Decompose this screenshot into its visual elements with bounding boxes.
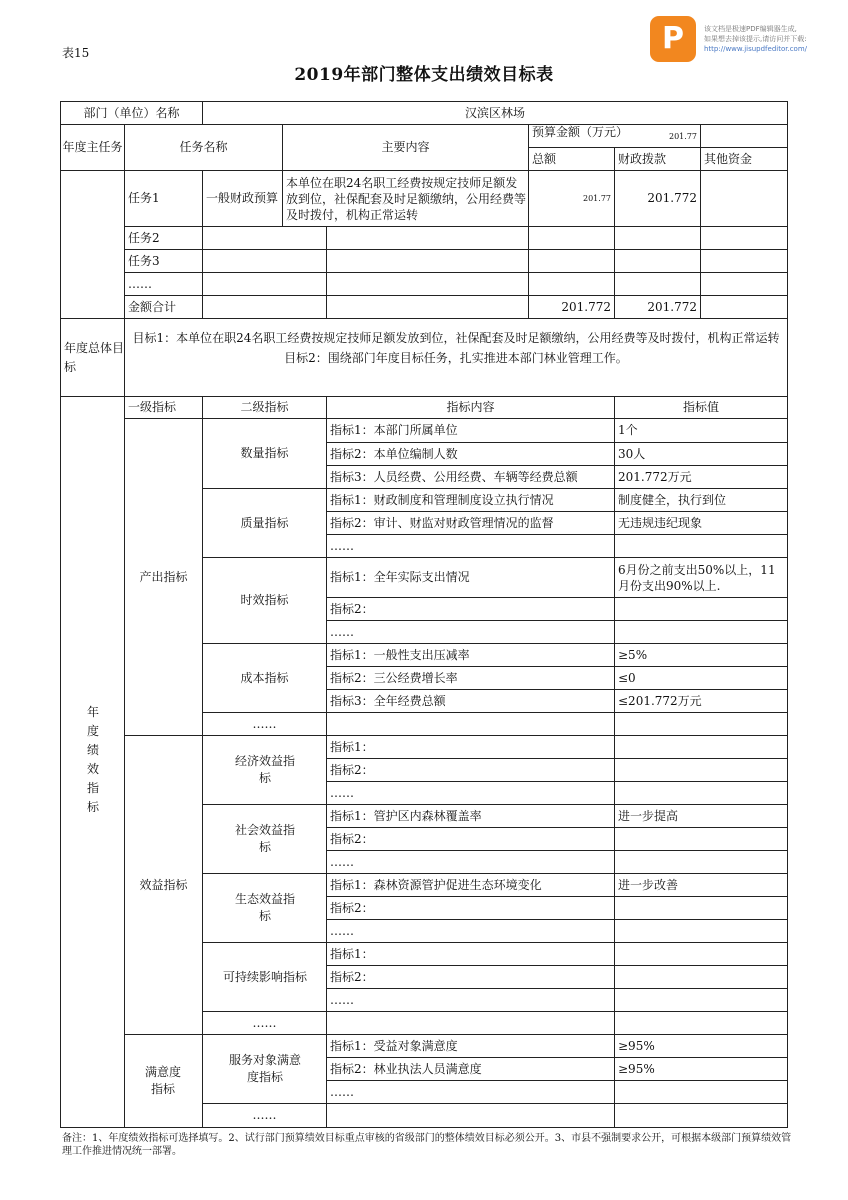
watermark-line-1: 该文档是极速PDF编辑器生成,: [704, 25, 797, 33]
goal-2-text: 目标2：围绕部门年度目标任务，扎实推进本部门林业管理工作。: [284, 350, 628, 365]
satisfaction-level2-ellipsis: ……: [252, 1108, 277, 1122]
social-item-2: 指标2：: [330, 831, 374, 846]
timeliness-indicator: 时效指标: [240, 593, 289, 607]
cost-item-1: 指标1：一般性支出压减率: [330, 647, 470, 662]
task-1-type: 一般财政预算: [206, 191, 279, 205]
economic-item-1: 指标1：: [330, 739, 374, 754]
cost-item-3: 指标3：全年经费总额: [330, 693, 446, 708]
annual-goal-label: 年度总体目标: [64, 340, 125, 374]
quantity-value-2: 30人: [618, 446, 646, 461]
economic-benefit-indicator: 经济效益指标: [234, 754, 295, 785]
satisfaction-value-1: ≥95%: [618, 1038, 655, 1053]
quality-value-1: 制度健全，执行到位: [618, 492, 727, 507]
annual-performance-label: 年度绩效指标: [86, 705, 99, 814]
output-ellipsis: ……: [252, 716, 277, 731]
satisfaction-item-2: 指标2：林业执法人员满意度: [330, 1061, 482, 1076]
value-header: 指标值: [682, 400, 719, 414]
ecological-item-2: 指标2：: [330, 900, 374, 915]
document-title: 2019年部门整体支出绩效目标表: [294, 65, 554, 85]
other-funds-header: 其他资金: [704, 151, 753, 166]
timeliness-item-2: 指标2：: [330, 601, 374, 616]
budget-amount-value: 201.77: [669, 131, 697, 141]
satisfaction-indicator: 满意度指标: [144, 1065, 181, 1096]
sustainability-item-2: 指标2：: [330, 969, 374, 984]
social-ellipsis: ……: [330, 854, 354, 869]
sustainability-item-1: 指标1：: [330, 946, 374, 961]
quality-indicator: 质量指标: [240, 515, 289, 530]
cost-indicator: 成本指标: [240, 670, 289, 685]
benefit-indicator: 效益指标: [139, 877, 188, 892]
task-ellipsis: ……: [128, 276, 152, 291]
economic-item-2: 指标2：: [330, 762, 374, 777]
benefit-ellipsis: ……: [252, 1015, 277, 1030]
sustainability-indicator: 可持续影响指标: [223, 969, 308, 984]
cost-item-2: 指标2：三公经费增长率: [330, 670, 458, 685]
fiscal-header: 财政拨款: [618, 151, 667, 166]
watermark-url[interactable]: http://www.jisupdfeditor.com/: [704, 45, 808, 53]
sum-fiscal: 201.772: [647, 299, 697, 314]
quantity-value-3: 201.772万元: [618, 469, 692, 484]
satisfaction-item-1: 指标1：受益对象满意度: [330, 1038, 458, 1053]
quality-value-2: 无违规违纪现象: [618, 515, 703, 530]
cost-value-3: ≤201.772万元: [618, 693, 702, 708]
content-header: 指标内容: [446, 400, 495, 414]
task-name-header: 任务名称: [179, 140, 228, 154]
ecological-value-1: 进一步改善: [618, 877, 679, 892]
quality-item-1: 指标1：财政制度和管理制度设立执行情况: [330, 492, 554, 507]
quantity-value-1: 1个: [618, 423, 638, 437]
total-header: 总额: [532, 151, 557, 166]
timeliness-item-1: 指标1：全年实际支出情况: [330, 570, 470, 584]
timeliness-ellipsis: ……: [330, 624, 354, 639]
quantity-indicator: 数量指标: [240, 446, 289, 460]
quality-item-2: 指标2：审计、财监对财政管理情况的监督: [330, 515, 554, 530]
main-content-header: 主要内容: [381, 140, 430, 154]
task-1-name: 任务1: [128, 191, 160, 205]
task-1-content: 本单位在职24名职工经费按规定技师足额发放到位，社保配套及时足额缴纳，公用经费等及时拨付，机构正常运转: [286, 175, 527, 222]
ecological-ellipsis: ……: [330, 923, 354, 938]
unit-name-label: 部门（单位）名称: [83, 105, 180, 120]
quantity-item-2: 指标2：本单位编制人数: [330, 446, 458, 461]
ecological-benefit-indicator: 生态效益指标: [234, 892, 295, 923]
annual-task-label: 年度主任务: [62, 140, 123, 154]
goal-1-text: 目标1：本单位在职24名职工经费按规定技师足额发放到位，社保配套及时足额缴纳，公用经费等及时拨付，机构正常运转: [132, 330, 780, 345]
social-value-1: 进一步提高: [618, 808, 679, 823]
timeliness-value-1: 6月份之前支出50%以上，11月份支出90%以上.: [618, 562, 776, 593]
service-satisfaction-indicator: 服务对象满意度指标: [228, 1053, 301, 1084]
ecological-item-1: 指标1：森林资源管护促进生态环境变化: [330, 877, 542, 892]
table-number: 表15: [62, 46, 90, 60]
unit-name-value: 汉滨区林场: [464, 105, 525, 120]
quality-ellipsis: ……: [330, 538, 354, 553]
social-benefit-indicator: 社会效益指标: [234, 823, 295, 854]
sustainability-ellipsis: ……: [330, 992, 354, 1007]
task-3-name: 任务3: [128, 253, 160, 268]
logo-letter-icon: P: [662, 21, 684, 56]
level2-header: 二级指标: [240, 400, 289, 414]
satisfaction-value-2: ≥95%: [618, 1061, 655, 1076]
cost-value-1: ≥5%: [618, 647, 648, 662]
footnote: 备注：1、年度绩效指标可选择填写。2、试行部门预算绩效目标重点审核的省级部门的整体绩效目标必须公开。3、市县不强制要求公开，可根据本级部门预算绩效管理工作推进情况统一部署。: [62, 1133, 792, 1157]
quantity-item-1: 指标1：本部门所属单位: [330, 423, 458, 437]
cost-value-2: ≤0: [618, 670, 636, 685]
level1-header: 一级指标: [128, 400, 177, 414]
watermark-line-2: 如果想去掉该提示,请访问并下载:: [704, 35, 807, 43]
sum-label: 金额合计: [128, 299, 177, 314]
economic-ellipsis: ……: [330, 785, 354, 800]
social-item-1: 指标1：管护区内森林覆盖率: [330, 808, 482, 823]
sum-total: 201.772: [561, 299, 611, 314]
watermark-notice: [704, 24, 844, 54]
task-1-total: 201.77: [583, 194, 611, 203]
pdf-editor-logo: [650, 16, 696, 62]
task-1-fiscal: 201.772: [647, 191, 697, 205]
budget-amount-header: 预算金额（万元）: [532, 125, 629, 139]
quantity-item-3: 指标3：人员经费、公用经费、车辆等经费总额: [330, 469, 578, 484]
output-indicator: 产出指标: [139, 569, 188, 584]
task-2-name: 任务2: [128, 230, 160, 245]
satisfaction-ellipsis: ……: [330, 1084, 354, 1099]
